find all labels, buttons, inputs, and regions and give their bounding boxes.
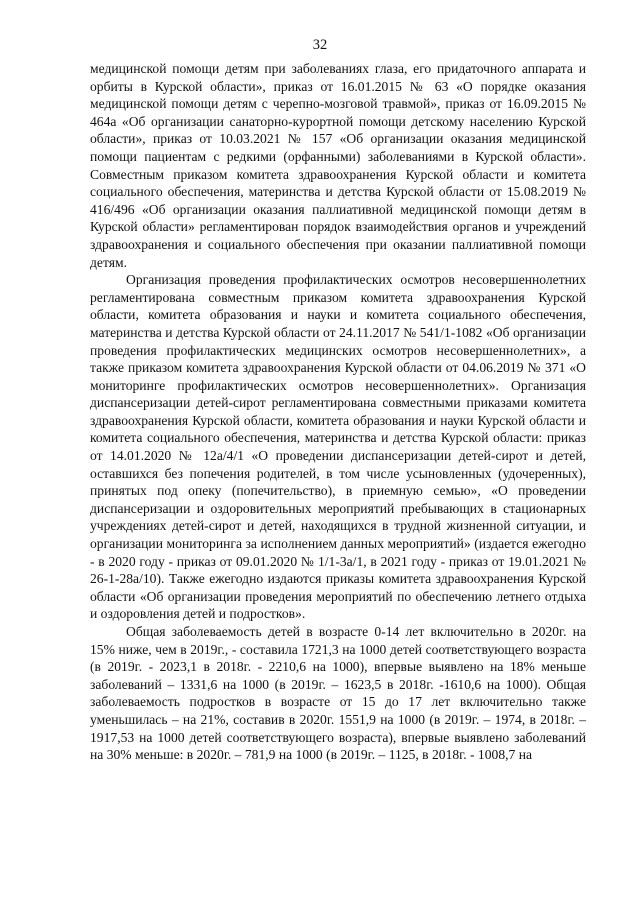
paragraph-prophylactic-exams: Организация проведения профилактических осмотров несовершеннолетних регламентирована совместным приказом комитета здравоохранения Курской области, комитета образования и науки и комитета социального обеспечения, материнства и детства Курской области от 24.11.2017 № 541/1-1082 «Об организации проведения профилактических медицинских осмотров несовершеннолетних», а также приказом комитета здравоохранения Курской области от 04.06.2019 № 371 «О мониторинге профилактических осмотров несовершеннолетних». Организация диспансеризации детей-сирот регламентирована совместными приказами комитета здравоохранения Курской области, комитета образования и науки Курской области и комитета социального обеспечения, материнства и детства Курской области: приказ от 14.01.2020 № 12а/4/1 «О проведении диспансеризации детей-сирот и детей, оставшихся без попечения родителей, в том числе усыновленных (удочеренных), принятых под опеку (попечительство), в приемную семью», «О проведении диспансеризации и оздоровительных мероприятий пребывающих в стационарных учреждениях детей-сирот и детей, находящихся в трудной жизненной ситуации, и организации мониторинга за исполнением данных мероприятий» (издается ежегодно - в 2020 году - приказ от 09.01.2020 № 1/1-3а/1, в 2021 году - приказ от 19.01.2021 № 26-1-28а/10). Также ежегодно издаются приказы комитета здравоохранения Курской области «Об организации проведения мероприятий по обеспечению летнего отдыха и оздоровления детей и подростков». — [90, 272, 586, 622]
page-number: 32 — [312, 37, 328, 53]
document-body — [90, 60, 586, 764]
paragraph-morbidity: Общая заболеваемость детей в возрасте 0-14 лет включительно в 2020г. на 15% ниже, чем в 2019г., - составила 1721,3 на 1000 детей соответствующего возраста (в 2019г. - 2023,1 в 2018г. - 2210,6 на 1000), впервые выявлено на 18% меньше заболеваний – 1331,6 на 1000 (в 2019г. – 1623,5 в 2018г. -1610,6 на 1000). Общая заболеваемость подростков в возрасте от 15 до 17 лет включительно также уменьшилась – на 21%, составив в 2020г. 1551,9 на 1000 (в 2019г. – 1974, в 2018г. – 1917,53 на 1000 детей соответствующего возраста), впервые выявлено заболеваний на 30% меньше: в 2020г. – 781,9 на 1000 (в 2019г. – 1125, в 2018г. - 1008,7 на — [90, 624, 586, 763]
paragraph-continued: медицинской помощи детям при заболеваниях глаза, его придаточного аппарата и орбиты в Курской области», приказ от 16.01.2015 № 63 «О порядке оказания медицинской помощи детям с черепно-мозговой травмой», приказ от 16.09.2015 № 464а «Об организации санаторно-курортной помощи детскому населению Курской области», приказ от 10.03.2021 № 157 «Об организации оказания медицинской помощи пациентам с редкими (орфанными) заболеваниями в Курской области». Совместным приказом комитета здравоохранения Курской области и комитета социального обеспечения, материнства и детства Курской области от 15.08.2019 № 416/496 «Об организации оказания паллиативной медицинской помощи детям в Курской области» регламентирован порядок взаимодействия органов и учреждений здравоохранения и социального обеспечения при оказании паллиативной помощи детям. — [90, 61, 586, 270]
